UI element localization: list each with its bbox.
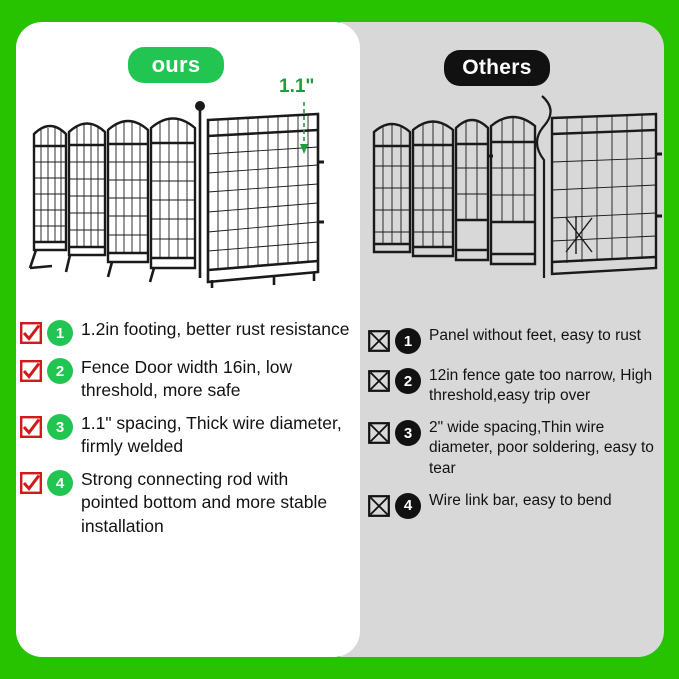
black-cross-box-icon [368, 495, 390, 517]
red-check-box-icon [20, 322, 42, 344]
ours-feature-list [20, 318, 350, 548]
red-check-box-icon [20, 472, 42, 494]
list-item [368, 366, 668, 406]
item-number: 2 [395, 368, 421, 394]
red-check-box-icon [20, 360, 42, 382]
item-text: 1.2in footing, better rust resistance [81, 319, 350, 339]
others-playpen-illustration [360, 92, 670, 292]
black-cross-box-icon [368, 422, 390, 444]
item-text: 1.1" spacing, Thick wire diameter, firmly welded [81, 413, 342, 457]
spacing-callout-label: 1.1" [279, 76, 315, 97]
list-item [20, 412, 350, 458]
item-text: Wire link bar, easy to bend [429, 491, 612, 509]
callout-arrow-icon [288, 96, 324, 156]
list-item [20, 356, 350, 402]
black-cross-box-icon [368, 370, 390, 392]
item-number: 1 [47, 320, 73, 346]
red-check-box-icon [20, 416, 42, 438]
item-number: 3 [47, 414, 73, 440]
black-cross-box-icon [368, 330, 390, 352]
item-number: 4 [47, 470, 73, 496]
item-text: Strong connecting rod with pointed bottom and more stable installation [81, 469, 328, 536]
others-feature-list [368, 326, 668, 531]
item-text: Panel without feet, easy to rust [429, 327, 641, 344]
list-item [20, 468, 350, 537]
others-badge: Others [444, 50, 550, 86]
item-number: 2 [47, 358, 73, 384]
item-number: 4 [395, 493, 421, 519]
item-number: 1 [395, 328, 421, 354]
item-text: 12in fence gate too narrow, High threshold,easy trip over [429, 367, 653, 405]
item-number: 3 [395, 420, 421, 446]
list-item [20, 318, 350, 346]
list-item [368, 326, 668, 354]
item-text: Fence Door width 16in, low threshold, more safe [81, 357, 293, 401]
ours-badge: ours [128, 47, 224, 83]
list-item [368, 491, 668, 519]
list-item [368, 418, 668, 478]
item-text: 2" wide spacing,Thin wire diameter, poor soldering, easy to tear [429, 419, 654, 477]
